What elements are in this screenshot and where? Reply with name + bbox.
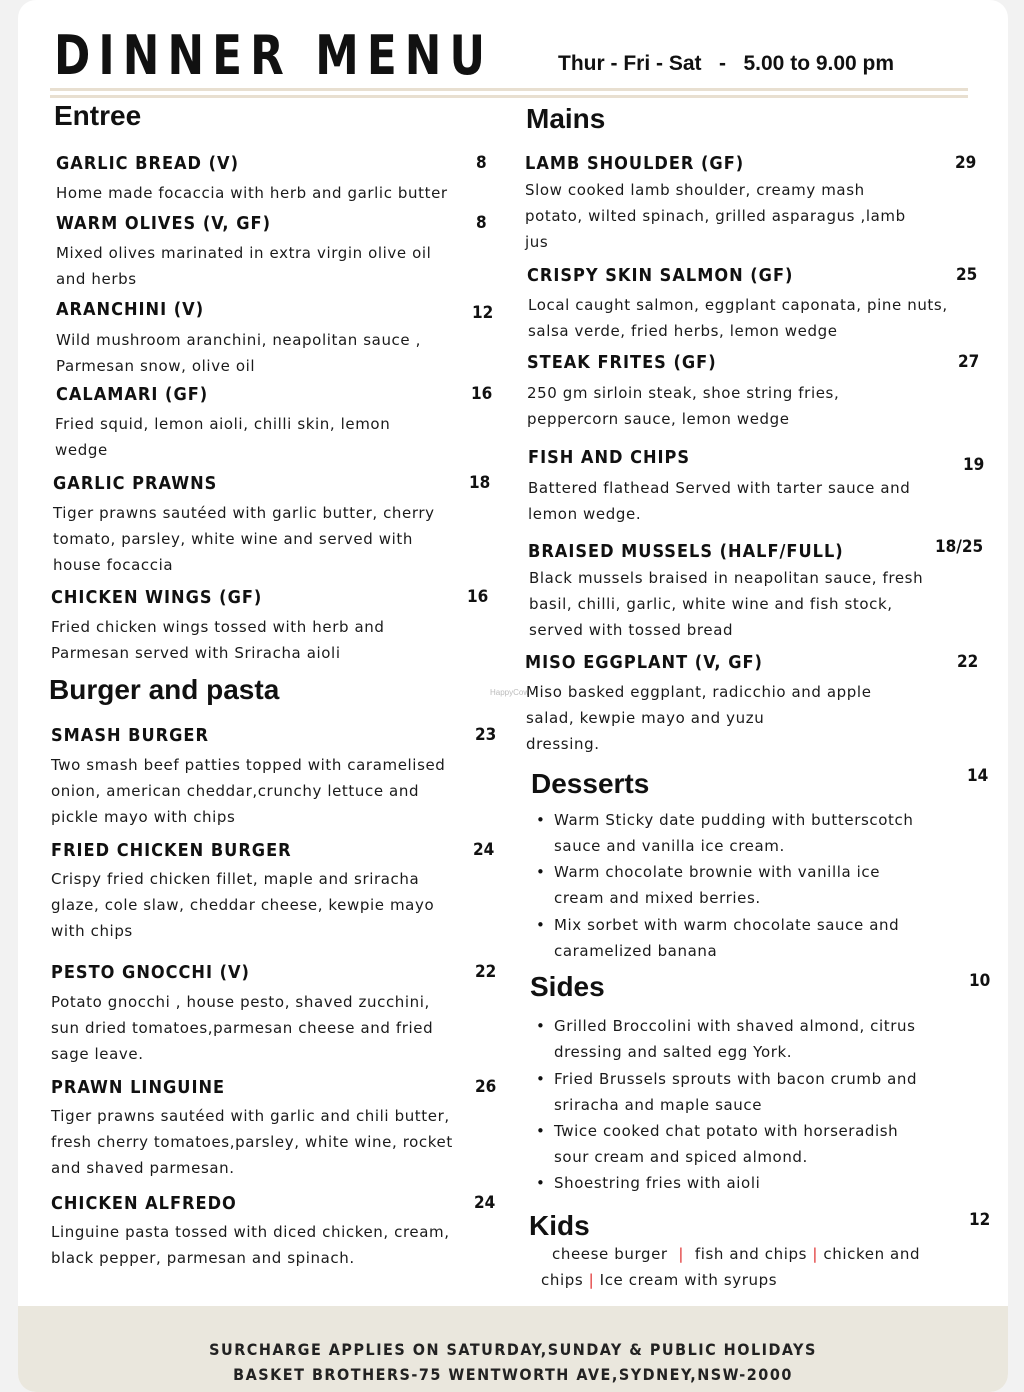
list-bullet: • (536, 916, 546, 934)
footer (18, 1306, 1008, 1392)
item-description: Mixed olives marinated in extra virgin olive oil and herbs (56, 244, 432, 288)
header-divider-2 (50, 95, 968, 98)
list-item: Shoestring fries with aioli (554, 1174, 761, 1192)
list-bullet: • (536, 1070, 546, 1088)
menu-card (18, 0, 1008, 1392)
entree-heading: Entree (54, 100, 142, 131)
item-description: Linguine pasta tossed with diced chicken, cream, black pepper, parmesan and spinach. (51, 1223, 450, 1267)
address: BASKET BROTHERS-75 WENTWORTH AVE,SYDNEY,NSW-2000 (233, 1365, 793, 1384)
item-price: 18/25 (935, 537, 984, 557)
item-description: Battered flathead Served with tarter sauce and lemon wedge. (528, 479, 911, 523)
list-item: Warm Sticky date pudding with butterscotch sauce and vanilla ice cream. (554, 811, 914, 855)
desserts-price: 14 (967, 766, 989, 786)
opening-hours: Thur - Fri - Sat - 5.00 to 9.00 pm (558, 52, 895, 75)
watermark: HappyCow (490, 688, 530, 697)
item-description: Local caught salmon, eggplant caponata, pine nuts, salsa verde, fried herbs, lemon wedge (528, 296, 948, 340)
item-name: CALAMARI (GF) (56, 384, 209, 405)
menu-title: DINNER MENU (54, 24, 494, 87)
list-bullet: • (536, 1017, 546, 1035)
item-price: 12 (472, 303, 494, 323)
item-name: MISO EGGPLANT (V, GF) (525, 652, 763, 673)
item-price: 24 (474, 1193, 496, 1213)
item-price: 24 (473, 840, 495, 860)
list-bullet: • (536, 863, 546, 881)
kids-price: 12 (969, 1210, 991, 1230)
item-name: FRIED CHICKEN BURGER (51, 840, 292, 861)
item-price: 22 (957, 652, 979, 672)
desserts-heading: Desserts (531, 768, 650, 799)
item-description: Fried chicken wings tossed with herb and Parmesan served with Sriracha aioli (51, 618, 385, 662)
kids-line-2: chips | Ice cream with syrups (541, 1271, 778, 1289)
mains-heading: Mains (526, 103, 606, 134)
item-price: 27 (958, 352, 980, 372)
sides-price: 10 (969, 971, 991, 991)
list-item: Twice cooked chat potato with horseradish sour cream and spiced almond. (554, 1122, 899, 1166)
item-description: Tiger prawns sautéed with garlic and chili butter, fresh cherry tomatoes,parsley, white wine, rocket and shaved parmesan. (51, 1107, 453, 1177)
item-description: Crispy fried chicken fillet, maple and sriracha glaze, cole slaw, cheddar cheese, kewpie mayo with chips (51, 870, 435, 940)
item-name: LAMB SHOULDER (GF) (525, 153, 745, 174)
item-name: FISH AND CHIPS (528, 447, 691, 468)
item-name: STEAK FRITES (GF) (527, 352, 717, 373)
item-name: ARANCHINI (V) (56, 299, 205, 320)
list-bullet: • (536, 1122, 546, 1140)
item-name: CRISPY SKIN SALMON (GF) (527, 265, 794, 286)
burger-pasta-heading: Burger and pasta (49, 674, 280, 705)
item-description: Home made focaccia with herb and garlic butter (56, 184, 448, 202)
item-name: CHICKEN ALFREDO (51, 1193, 237, 1214)
item-price: 19 (963, 455, 985, 475)
item-name: CHICKEN WINGS (GF) (51, 587, 263, 608)
item-price: 8 (476, 213, 487, 233)
item-description: Potato gnocchi , house pesto, shaved zucchini, sun dried tomatoes,parmesan cheese and fried sage leave. (51, 993, 434, 1063)
item-price: 16 (471, 384, 493, 404)
item-description: Tiger prawns sautéed with garlic butter, cherry tomato, parsley, white wine and served with house focaccia (53, 504, 435, 574)
item-name: GARLIC BREAD (V) (56, 153, 239, 174)
item-name: BRAISED MUSSELS (HALF/FULL) (528, 541, 844, 562)
item-price: 26 (475, 1077, 497, 1097)
item-description: Two smash beef patties topped with caramelised onion, american cheddar,crunchy lettuce and pickle mayo with chips (51, 756, 446, 826)
item-price: 16 (467, 587, 489, 607)
item-name: PRAWN LINGUINE (51, 1077, 226, 1098)
item-price: 29 (955, 153, 977, 173)
kids-heading: Kids (529, 1210, 590, 1241)
item-name: GARLIC PRAWNS (53, 473, 218, 494)
item-description: Fried squid, lemon aioli, chilli skin, lemon wedge (55, 415, 391, 459)
list-bullet: • (536, 1174, 546, 1192)
list-item: Mix sorbet with warm chocolate sauce and caramelized banana (554, 916, 900, 960)
item-description: 250 gm sirloin steak, shoe string fries, peppercorn sauce, lemon wedge (527, 384, 840, 428)
sides-heading: Sides (530, 971, 605, 1002)
item-price: 22 (475, 962, 497, 982)
item-description: Black mussels braised in neapolitan sauce, fresh basil, chilli, garlic, white wine and fish stock, served with tossed bread (529, 569, 924, 639)
item-description: Slow cooked lamb shoulder, creamy mash potato, wilted spinach, grilled asparagus ,lamb jus (525, 181, 906, 251)
list-item: Grilled Broccolini with shaved almond, citrus dressing and salted egg York. (554, 1017, 916, 1061)
item-price: 23 (475, 725, 497, 745)
item-price: 18 (469, 473, 491, 493)
item-description: Wild mushroom aranchini, neapolitan sauce , Parmesan snow, olive oil (56, 331, 421, 375)
surcharge-notice: SURCHARGE APPLIES ON SATURDAY,SUNDAY & PUBLIC HOLIDAYS (209, 1340, 817, 1359)
list-item: Fried Brussels sprouts with bacon crumb and sriracha and maple sauce (554, 1070, 918, 1114)
list-bullet: • (536, 811, 546, 829)
item-price: 25 (956, 265, 978, 285)
kids-line-1: cheese burger | fish and chips | chicken and (552, 1245, 921, 1263)
item-name: SMASH BURGER (51, 725, 209, 746)
header-divider (50, 88, 968, 91)
item-price: 8 (476, 153, 487, 173)
item-description: Miso basked eggplant, radicchio and apple salad, kewpie mayo and yuzu dressing. (526, 683, 872, 753)
list-item: Warm chocolate brownie with vanilla ice cream and mixed berries. (554, 863, 881, 907)
item-name: PESTO GNOCCHI (V) (51, 962, 250, 983)
item-name: WARM OLIVES (V, GF) (56, 213, 271, 234)
